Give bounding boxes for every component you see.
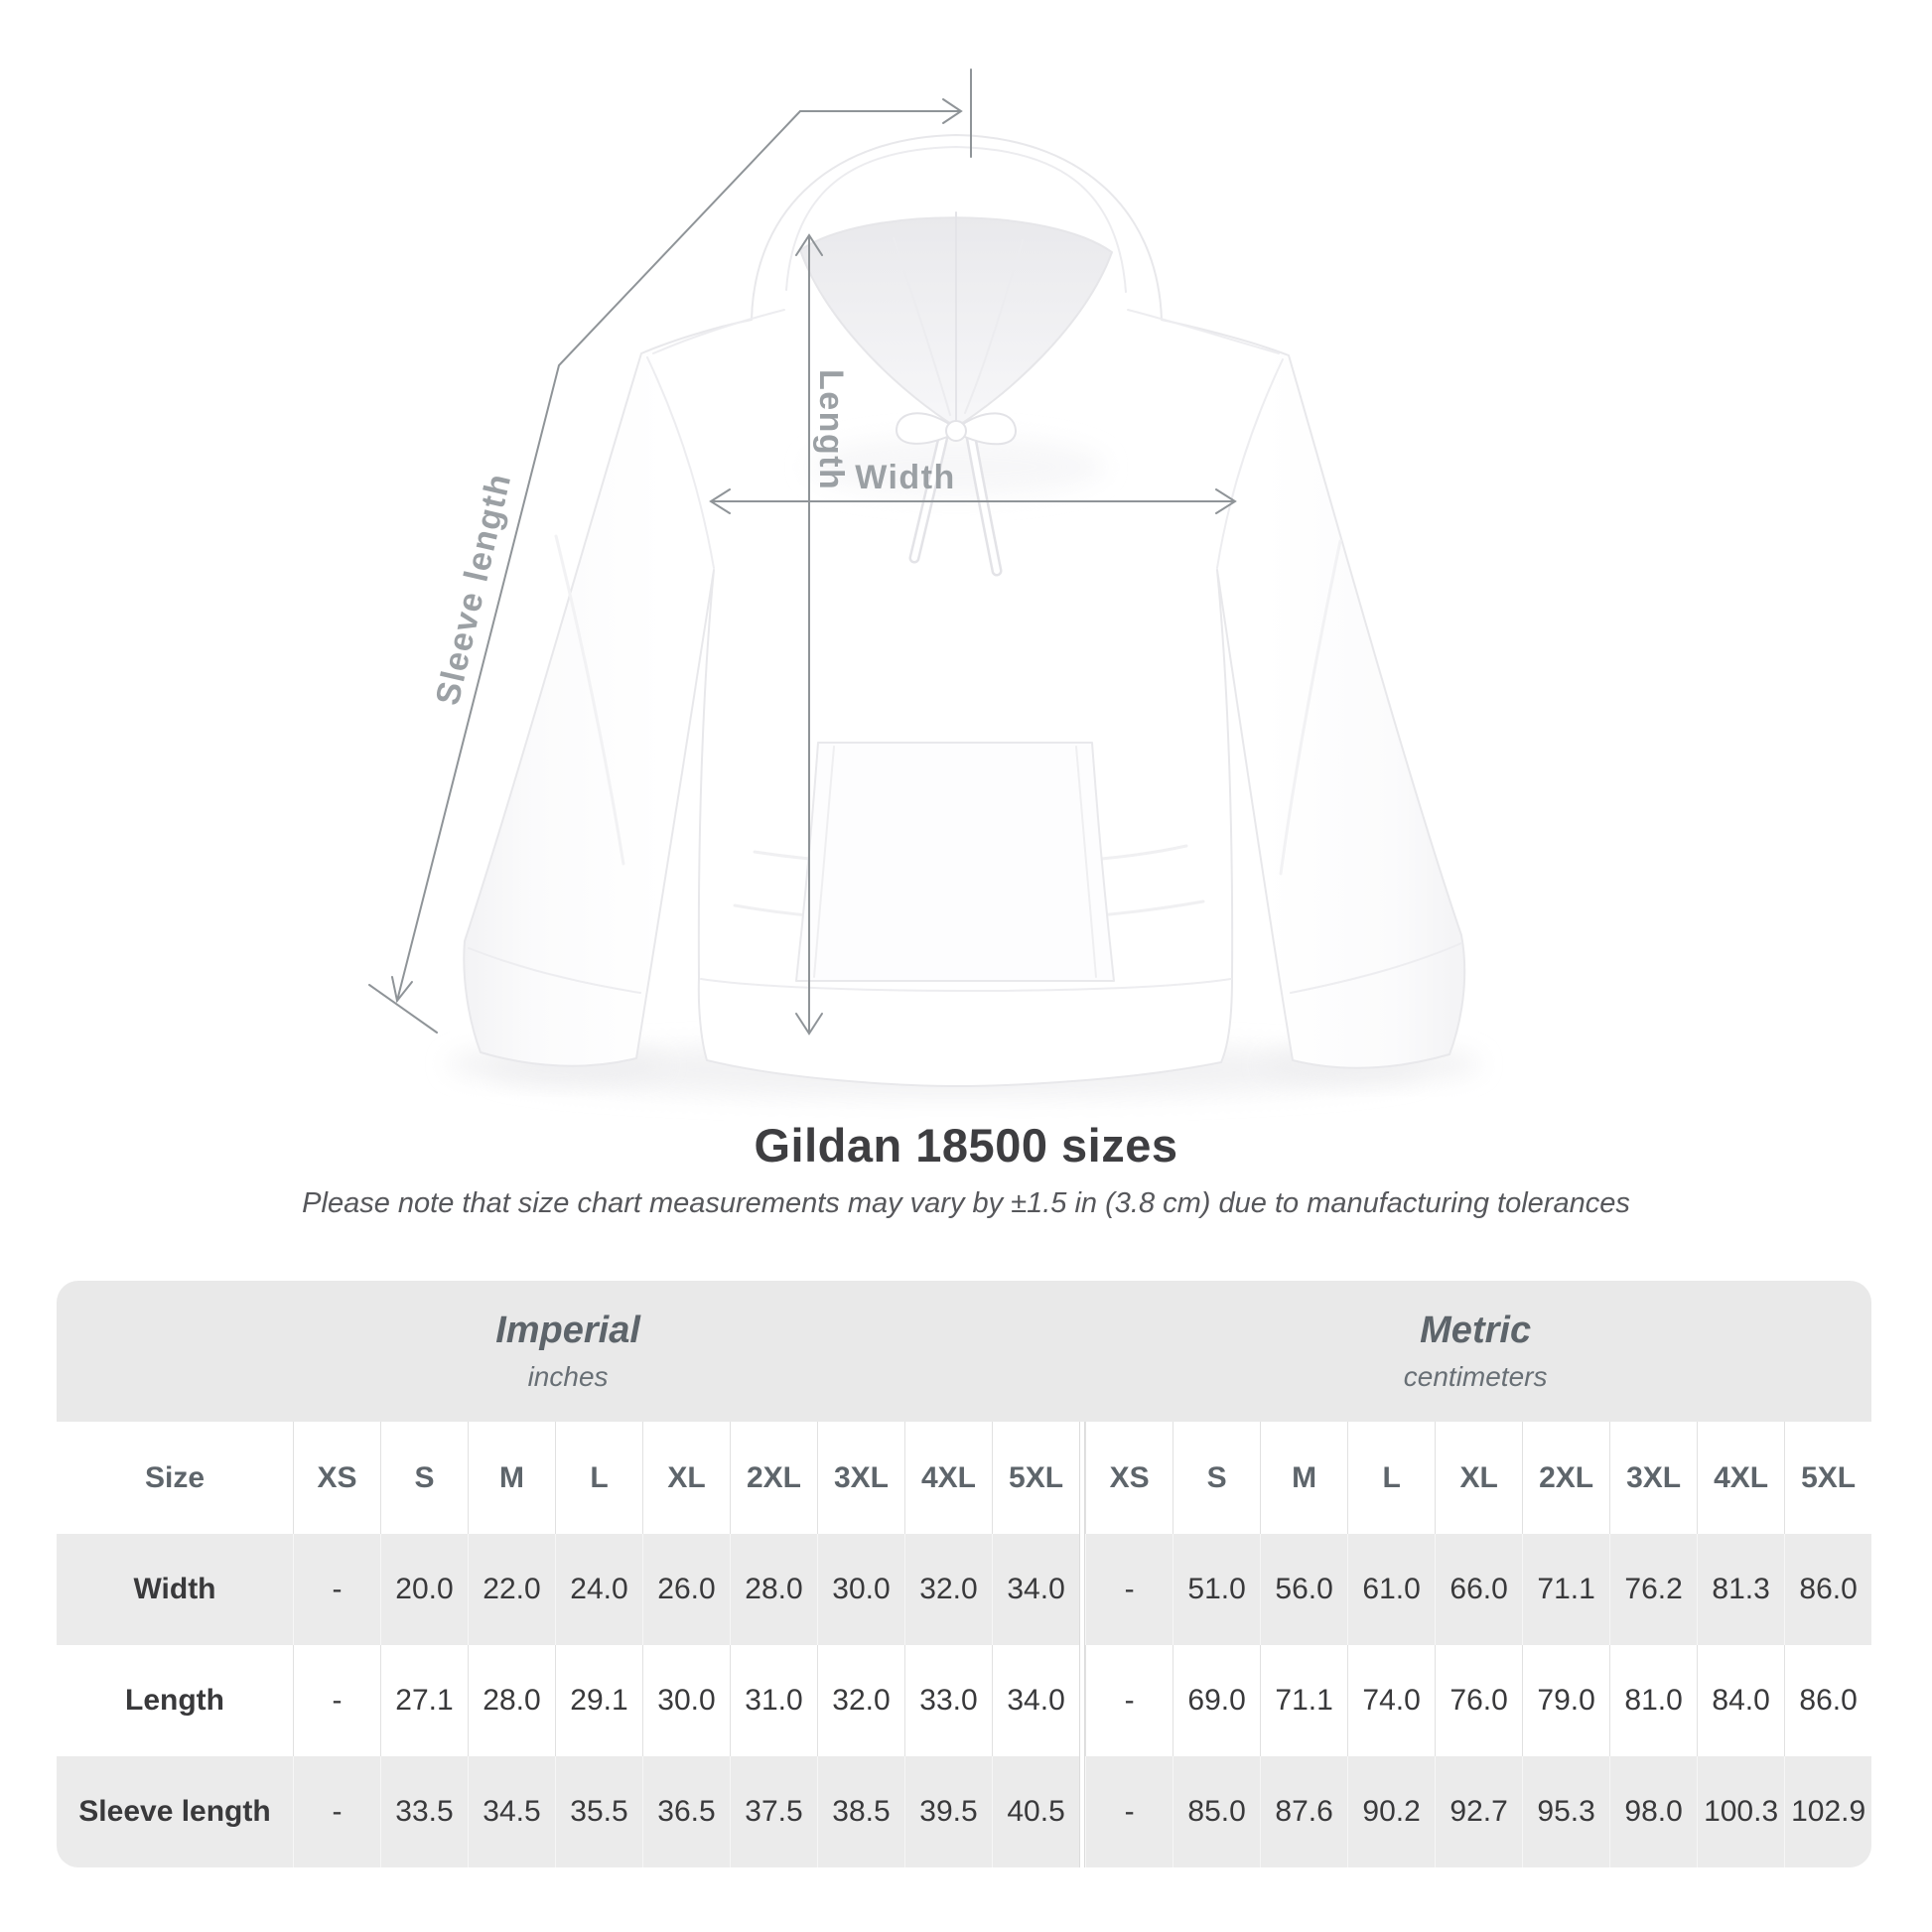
- measurement-row-label: Width: [57, 1534, 293, 1645]
- size-col-header-metric: S: [1173, 1422, 1260, 1534]
- measurement-cell-metric: 86.0: [1784, 1645, 1871, 1756]
- measurement-cell-imperial: -: [293, 1645, 380, 1756]
- measurement-row-label: Sleeve length: [57, 1756, 293, 1867]
- kangaroo-pocket: [796, 743, 1114, 981]
- metric-unit: centimeters: [1403, 1360, 1548, 1392]
- size-col-header-imperial: XL: [642, 1422, 730, 1534]
- measurement-cell-metric: 69.0: [1173, 1645, 1260, 1756]
- measurement-cell-metric: 76.2: [1609, 1534, 1697, 1645]
- measurement-cell-metric: 85.0: [1173, 1756, 1260, 1867]
- measurement-cell-imperial: -: [293, 1756, 380, 1867]
- measurement-cell-imperial: 32.0: [817, 1645, 904, 1756]
- size-col-header-metric: M: [1260, 1422, 1347, 1534]
- measurement-cell-imperial: 34.0: [992, 1645, 1079, 1756]
- measurement-cell-metric: 61.0: [1347, 1534, 1435, 1645]
- measurement-cell-imperial: 28.0: [468, 1645, 555, 1756]
- measurement-row: [57, 1645, 1871, 1756]
- measurement-cell-imperial: 22.0: [468, 1534, 555, 1645]
- size-col-header-metric: 2XL: [1522, 1422, 1609, 1534]
- size-col-header-metric: XL: [1435, 1422, 1522, 1534]
- measurement-cell-imperial: -: [293, 1534, 380, 1645]
- measurement-cell-metric: -: [1085, 1645, 1173, 1756]
- size-header-row: [57, 1422, 1871, 1534]
- hoodie-garment: [464, 135, 1464, 1086]
- size-col-header-imperial: 4XL: [904, 1422, 992, 1534]
- size-col-header-imperial: 3XL: [817, 1422, 904, 1534]
- measurement-cell-imperial: 37.5: [730, 1756, 817, 1867]
- measurement-cell-metric: 51.0: [1173, 1534, 1260, 1645]
- size-col-header-imperial: 5XL: [992, 1422, 1079, 1534]
- measurement-cell-metric: 84.0: [1697, 1645, 1784, 1756]
- measurement-cell-metric: 86.0: [1784, 1534, 1871, 1645]
- measurement-cell-imperial: 26.0: [642, 1534, 730, 1645]
- measurement-cell-metric: 90.2: [1347, 1756, 1435, 1867]
- metric-band: [1079, 1281, 1871, 1422]
- measurement-cell-metric: -: [1085, 1534, 1173, 1645]
- measurement-cell-imperial: 29.1: [555, 1645, 642, 1756]
- measurement-cell-imperial: 28.0: [730, 1534, 817, 1645]
- measurement-cell-imperial: 36.5: [642, 1756, 730, 1867]
- measurement-cell-imperial: 33.0: [904, 1645, 992, 1756]
- measurement-cell-imperial: 40.5: [992, 1756, 1079, 1867]
- measurement-cell-imperial: 33.5: [380, 1756, 468, 1867]
- measurement-cell-metric: 100.3: [1697, 1756, 1784, 1867]
- measurement-row: [57, 1756, 1871, 1867]
- size-col-header-metric: 3XL: [1609, 1422, 1697, 1534]
- imperial-unit: inches: [527, 1360, 609, 1392]
- size-col-header-imperial: 2XL: [730, 1422, 817, 1534]
- measurement-cell-imperial: 24.0: [555, 1534, 642, 1645]
- length-label: Length: [812, 369, 850, 491]
- measurement-cell-metric: 98.0: [1609, 1756, 1697, 1867]
- measurement-cell-metric: -: [1085, 1756, 1173, 1867]
- measurement-cell-imperial: 34.5: [468, 1756, 555, 1867]
- measurement-cell-metric: 79.0: [1522, 1645, 1609, 1756]
- measurement-cell-metric: 74.0: [1347, 1645, 1435, 1756]
- measurement-cell-imperial: 31.0: [730, 1645, 817, 1756]
- measurement-cell-imperial: 27.1: [380, 1645, 468, 1756]
- imperial-label: Imperial: [495, 1310, 640, 1352]
- size-col-header-metric: XS: [1085, 1422, 1173, 1534]
- size-col-header-metric: 5XL: [1784, 1422, 1871, 1534]
- unit-band-row: [57, 1281, 1871, 1422]
- measurement-row: [57, 1534, 1871, 1645]
- measurement-cell-metric: 92.7: [1435, 1756, 1522, 1867]
- measurement-cell-metric: 66.0: [1435, 1534, 1522, 1645]
- size-col-header-imperial: XS: [293, 1422, 380, 1534]
- size-table: [57, 1281, 1871, 1867]
- size-col-header-imperial: S: [380, 1422, 468, 1534]
- measurement-cell-metric: 56.0: [1260, 1534, 1347, 1645]
- page-title: Gildan 18500 sizes: [754, 1119, 1178, 1172]
- sleeve-length-label: Sleeve length: [428, 469, 519, 709]
- width-label: Width: [855, 459, 956, 496]
- neck-shadow: [807, 437, 1105, 496]
- measurement-cell-metric: 87.6: [1260, 1756, 1347, 1867]
- measurement-cell-imperial: 20.0: [380, 1534, 468, 1645]
- measurement-cell-metric: 95.3: [1522, 1756, 1609, 1867]
- measurement-cell-metric: 102.9: [1784, 1756, 1871, 1867]
- measurement-cell-metric: 71.1: [1260, 1645, 1347, 1756]
- measurement-cell-metric: 81.3: [1697, 1534, 1784, 1645]
- measurement-cell-imperial: 39.5: [904, 1756, 992, 1867]
- measurement-cell-imperial: 38.5: [817, 1756, 904, 1867]
- size-col-header-metric: L: [1347, 1422, 1435, 1534]
- size-col-header-metric: 4XL: [1697, 1422, 1784, 1534]
- size-col-header-imperial: M: [468, 1422, 555, 1534]
- tolerance-note: Please note that size chart measurements may vary by ±1.5 in (3.8 cm) due to manufacturing tolerances: [302, 1187, 1630, 1219]
- imperial-band: [57, 1281, 1079, 1422]
- measurement-cell-metric: 81.0: [1609, 1645, 1697, 1756]
- measurement-cell-imperial: 32.0: [904, 1534, 992, 1645]
- measurement-cell-metric: 71.1: [1522, 1534, 1609, 1645]
- measurement-cell-imperial: 34.0: [992, 1534, 1079, 1645]
- size-column-header: Size: [57, 1422, 293, 1534]
- measurement-cell-imperial: 35.5: [555, 1756, 642, 1867]
- measurement-cell-imperial: 30.0: [817, 1534, 904, 1645]
- metric-label: Metric: [1420, 1310, 1532, 1352]
- size-col-header-imperial: L: [555, 1422, 642, 1534]
- measurement-row-label: Length: [57, 1645, 293, 1756]
- measurement-cell-imperial: 30.0: [642, 1645, 730, 1756]
- measurement-cell-metric: 76.0: [1435, 1645, 1522, 1756]
